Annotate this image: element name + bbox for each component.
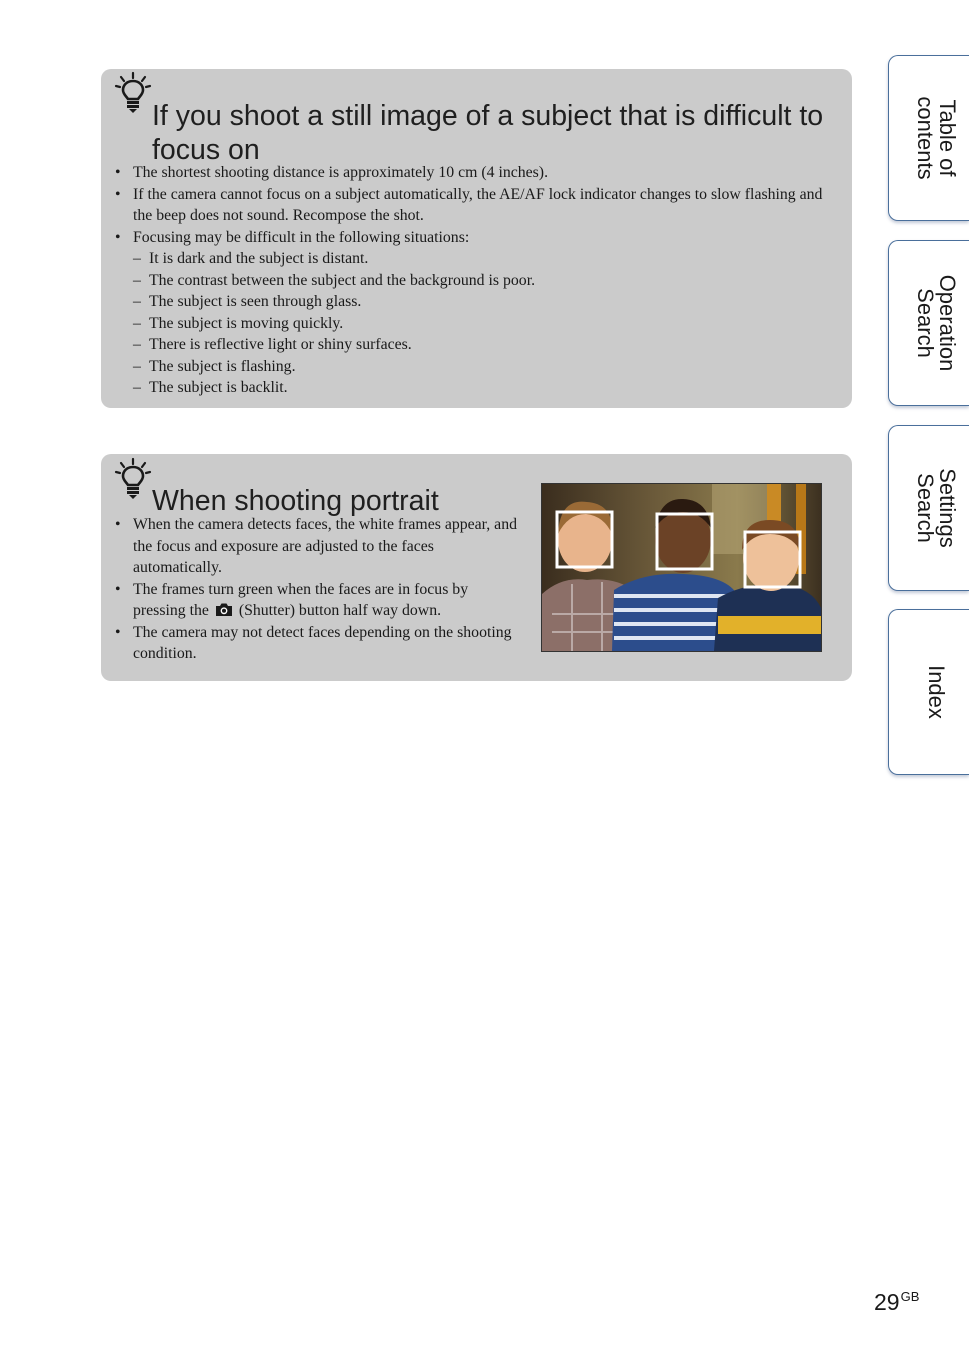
sub-list-item: – The subject is backlit. bbox=[133, 377, 830, 399]
tab-label: Operation Search bbox=[913, 274, 960, 372]
tab-table-of-contents[interactable] bbox=[888, 55, 969, 221]
sub-list-item: – It is dark and the subject is distant. bbox=[133, 248, 830, 270]
portrait-photo bbox=[541, 483, 822, 652]
situations-list bbox=[133, 248, 830, 399]
section-title: If you shoot a still image of a subject that is difficult to focus on bbox=[152, 99, 824, 166]
tab-label: Table of contents bbox=[913, 96, 960, 180]
list-item: • The camera may not detect faces depending on the shooting condition. bbox=[115, 622, 520, 665]
sub-list-item: – There is reflective light or shiny surfaces. bbox=[133, 334, 830, 356]
section-title: When shooting portrait bbox=[152, 484, 439, 517]
tab-index[interactable] bbox=[888, 609, 969, 775]
list-item bbox=[115, 579, 520, 622]
page-number bbox=[874, 1289, 919, 1316]
sub-list-item: – The contrast between the subject and the background is poor. bbox=[133, 270, 830, 292]
list-item-text: (Shutter) button half way down. bbox=[238, 602, 442, 619]
portrait-tips-list bbox=[115, 514, 520, 665]
sub-list-item: – The subject is flashing. bbox=[133, 356, 830, 378]
list-item-text: The frames turn green when the faces are in focus by pressing the bbox=[133, 580, 469, 619]
camera-shutter-icon bbox=[215, 602, 233, 617]
list-item-text: Focusing may be difficult in the following situations: bbox=[133, 228, 470, 246]
list-item bbox=[115, 227, 830, 399]
tips-list bbox=[115, 162, 830, 399]
tab-settings-search[interactable] bbox=[888, 425, 969, 591]
sub-list-item: – The subject is moving quickly. bbox=[133, 313, 830, 335]
list-item: • The shortest shooting distance is approximately 10 cm (4 inches). bbox=[115, 162, 830, 184]
sub-list-item: – The subject is seen through glass. bbox=[133, 291, 830, 313]
portrait-illustration bbox=[542, 484, 821, 651]
tip-box-difficult-focus bbox=[101, 69, 852, 408]
list-item: • When the camera detects faces, the white frames appear, and the focus and exposure are adjusted to the faces automatically. bbox=[115, 514, 520, 579]
tab-label: Settings Search bbox=[913, 468, 960, 548]
hint-lightbulb-icon bbox=[115, 458, 151, 500]
list-item: • If the camera cannot focus on a subject automatically, the AE/AF lock indicator changes to slow flashing and the beep does not sound. Recompose the shot. bbox=[115, 184, 830, 227]
tab-operation-search[interactable] bbox=[888, 240, 969, 406]
tip-box-portrait bbox=[101, 454, 852, 681]
hint-lightbulb-icon bbox=[115, 72, 151, 114]
page-number-value: 29 bbox=[874, 1289, 900, 1315]
tab-label: Index bbox=[924, 665, 949, 719]
page-number-suffix: GB bbox=[900, 1289, 920, 1304]
